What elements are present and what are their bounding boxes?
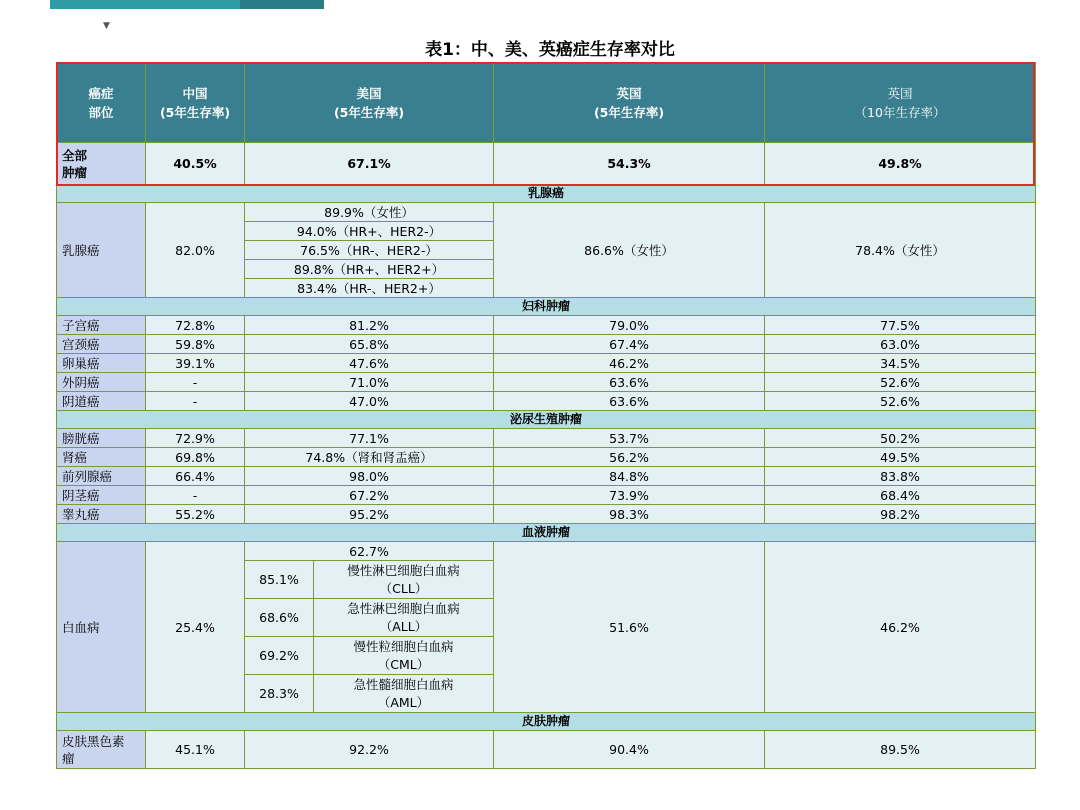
cell-us: 67.1% [245,143,494,185]
cell-us: 47.6% [245,354,494,373]
subtype-value: 85.1% [245,561,314,599]
row-label: 睾丸癌 [57,505,146,524]
cell-uk5: 98.3% [494,505,765,524]
cell-us: 92.2% [245,731,494,769]
row-label: 全部 肿瘤 [57,143,146,185]
survival-rate-table [56,62,1036,769]
header-us-5yr: 美国 (5年生存率) [245,63,494,143]
cell-uk10: 49.5% [765,448,1036,467]
subtype-name: 慢性淋巴细胞白血病 （CLL） [314,561,494,599]
cell-uk10: 49.8% [765,143,1036,185]
cell-us: 67.2% [245,486,494,505]
cell-us: 74.8%（肾和肾盂癌） [245,448,494,467]
cell-us: 47.0% [245,392,494,411]
table-row [57,486,1036,505]
subtype-name: 慢性粒细胞白血病 （CML） [314,637,494,675]
table-row [57,373,1036,392]
cell-uk10: 89.5% [765,731,1036,769]
table-row [57,354,1036,373]
overall-row [57,143,1036,185]
cell-uk5: 86.6%（女性） [494,203,765,298]
row-label: 卵巢癌 [57,354,146,373]
breast-row [57,203,1036,222]
cell-us: 71.0% [245,373,494,392]
cell-cn: - [146,392,245,411]
row-label: 宫颈癌 [57,335,146,354]
cell-uk10: 34.5% [765,354,1036,373]
cell-uk5: 54.3% [494,143,765,185]
melanoma-row [57,731,1036,769]
cell-uk10: 68.4% [765,486,1036,505]
cell-uk10: 52.6% [765,392,1036,411]
cell-us: 95.2% [245,505,494,524]
cell-uk10: 50.2% [765,429,1036,448]
section-header-breast: 乳腺癌 [57,185,1036,203]
subtype-value: 69.2% [245,637,314,675]
cell-uk10: 46.2% [765,542,1036,713]
table-row [57,335,1036,354]
cell-uk5: 56.2% [494,448,765,467]
cell-us-sub: 94.0%（HR+、HER2-） [245,222,494,241]
cell-cn: 39.1% [146,354,245,373]
section-header-gyn: 妇科肿瘤 [57,298,1036,316]
cell-us-sub: 83.4%（HR-、HER2+） [245,279,494,298]
cell-uk5: 73.9% [494,486,765,505]
cell-uk5: 90.4% [494,731,765,769]
cell-uk10: 83.8% [765,467,1036,486]
row-label: 白血病 [57,542,146,713]
table-header-row [57,63,1036,143]
header-uk-5yr: 英国 (5年生存率) [494,63,765,143]
header-uk-10yr: 英国 （10年生存率） [765,63,1036,143]
row-label: 皮肤黑色素 瘤 [57,731,146,769]
cell-cn: 25.4% [146,542,245,713]
subtype-value: 28.3% [245,675,314,713]
cell-us: 65.8% [245,335,494,354]
section-header-uro: 泌尿生殖肿瘤 [57,411,1036,429]
table-row [57,429,1036,448]
cell-uk5: 63.6% [494,373,765,392]
cell-uk5: 51.6% [494,542,765,713]
cell-cn: 72.8% [146,316,245,335]
cell-cn: 69.8% [146,448,245,467]
subtype-name: 急性淋巴细胞白血病 （ALL） [314,599,494,637]
cell-cn: 55.2% [146,505,245,524]
header-cancer-site: 癌症 部位 [57,63,146,143]
row-label: 阴茎癌 [57,486,146,505]
cell-cn: 45.1% [146,731,245,769]
cell-cn: 40.5% [146,143,245,185]
section-header-skin: 皮肤肿瘤 [57,713,1036,731]
row-label: 前列腺癌 [57,467,146,486]
row-label: 子宫癌 [57,316,146,335]
cell-us-total: 62.7% [245,542,494,561]
cell-us: 77.1% [245,429,494,448]
table-row [57,467,1036,486]
cell-cn: 59.8% [146,335,245,354]
cell-uk5: 46.2% [494,354,765,373]
row-label: 乳腺癌 [57,203,146,298]
cell-uk10: 77.5% [765,316,1036,335]
cell-us-sub: 89.9%（女性） [245,203,494,222]
subtype-value: 68.6% [245,599,314,637]
cell-us: 81.2% [245,316,494,335]
top-decorative-bar [50,0,324,9]
header-china-5yr: 中国 (5年生存率) [146,63,245,143]
cell-uk10: 78.4%（女性） [765,203,1036,298]
table-row [57,392,1036,411]
leukemia-row [57,542,1036,561]
cell-us: 98.0% [245,467,494,486]
cell-uk10: 52.6% [765,373,1036,392]
table-row [57,316,1036,335]
subtype-name: 急性髓细胞白血病 （AML） [314,675,494,713]
row-label: 膀胱癌 [57,429,146,448]
bullet-marker-icon: ▼ [103,21,110,31]
cell-cn: 66.4% [146,467,245,486]
cell-cn: 82.0% [146,203,245,298]
cell-uk5: 79.0% [494,316,765,335]
cell-uk5: 67.4% [494,335,765,354]
table-title: 表1：中、美、英癌症生存率对比 [425,40,675,60]
cell-uk10: 98.2% [765,505,1036,524]
cell-uk5: 84.8% [494,467,765,486]
cell-uk5: 63.6% [494,392,765,411]
cell-cn: 72.9% [146,429,245,448]
cell-us-sub: 76.5%（HR-、HER2-） [245,241,494,260]
cell-uk5: 53.7% [494,429,765,448]
row-label: 外阴癌 [57,373,146,392]
cell-cn: - [146,486,245,505]
row-label: 阴道癌 [57,392,146,411]
top-decorative-bar-dark [240,0,324,9]
section-header-blood: 血液肿瘤 [57,524,1036,542]
table-row [57,448,1036,467]
row-label: 肾癌 [57,448,146,467]
cell-us-sub: 89.8%（HR+、HER2+） [245,260,494,279]
cell-uk10: 63.0% [765,335,1036,354]
table-row [57,505,1036,524]
cell-cn: - [146,373,245,392]
